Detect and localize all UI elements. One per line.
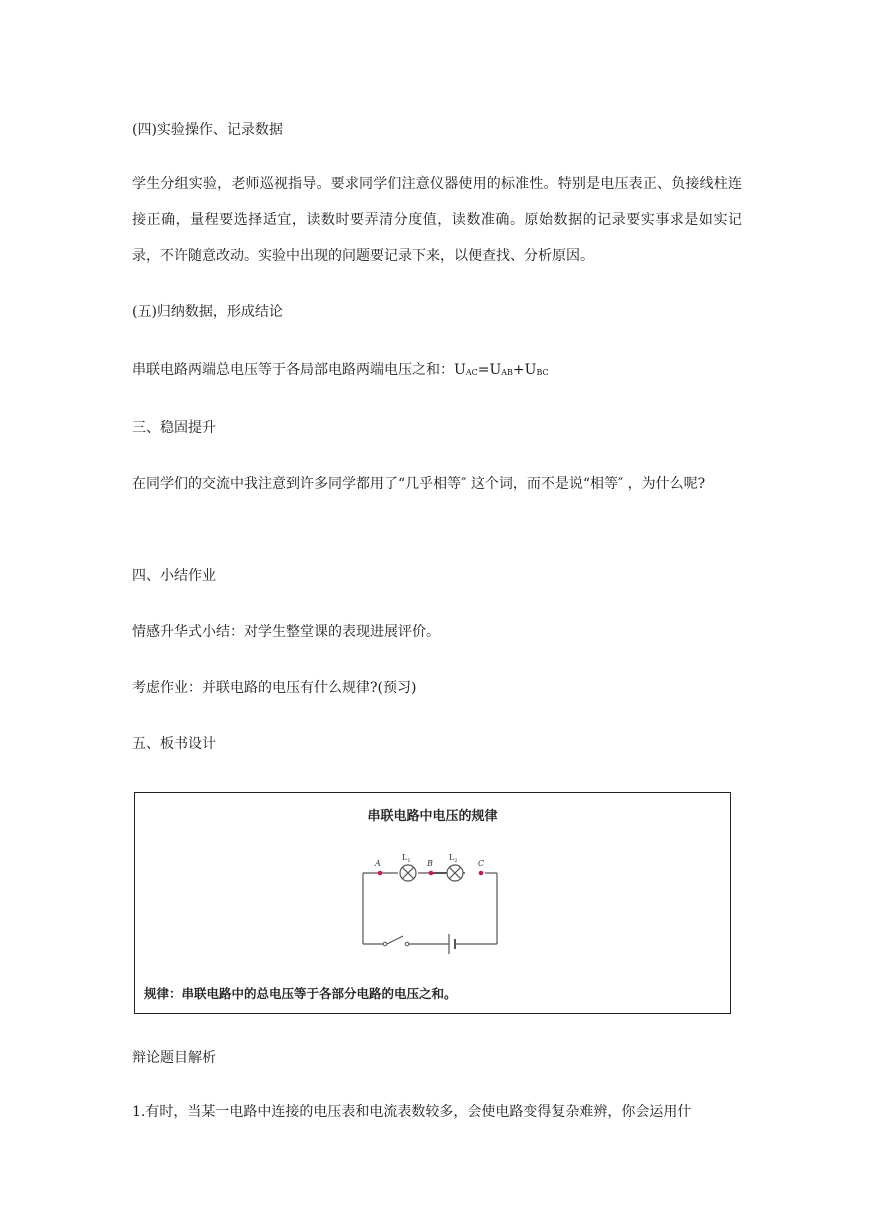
point-b	[429, 871, 434, 876]
conclusion-text: 串联电路两端总电压等于各局部电路两端电压之和：	[132, 362, 454, 378]
label-c: C	[478, 859, 485, 868]
section-heading-conclusion: (五)归纳数据，形成结论	[132, 304, 283, 320]
paragraph-conclusion	[132, 352, 742, 391]
section-heading-summary: 四、小结作业	[132, 568, 216, 584]
switch-contact-right	[405, 942, 409, 946]
label-l2: $L_2$	[449, 853, 458, 864]
paragraph-experiment: 学生分组实验，老师巡视指导。要求同学们注意仪器使用的标准性。特别是电压表正、负接线柱连接正确，量程要选择适宜，读数时要弄清分度值，读数准确。原始数据的记录要实事求是如实记录，不许随意改动。实验中出现的问题要记录下来，以便查找、分析原因。	[132, 176, 742, 264]
switch-lever	[387, 936, 403, 944]
board-design-box	[134, 792, 731, 1014]
section-heading-experiment: (四)实验操作、记录数据	[132, 122, 283, 138]
section-heading-debate: 辩论题目解析	[132, 1050, 216, 1066]
section-heading-consolidate: 三、稳固提升	[132, 420, 216, 436]
paragraph-consolidate: 在同学们的交流中我注意到许多同学都用了“几乎相等″ 这个词，而不是说“相等″ ，为什么呢?	[132, 476, 706, 492]
section-heading-board: 五、板书设计	[132, 736, 216, 752]
paragraph-homework: 考虑作业：并联电路的电压有什么规律?(预习)	[132, 680, 417, 696]
board-title: 串联电路中电压的规律	[367, 809, 498, 824]
label-l1: $L_1$	[402, 853, 411, 864]
point-a	[378, 871, 383, 876]
label-a: A	[375, 859, 381, 868]
lamp-l2-icon	[447, 865, 463, 881]
switch-contact-left	[383, 942, 387, 946]
paragraph-question-1: 1.有时，当某一电路中连接的电压表和电流表数较多，会使电路变得复杂难辨，你会运用什	[132, 1104, 692, 1120]
lamp-l1-icon	[400, 865, 416, 881]
label-b: B	[427, 859, 433, 868]
board-rule: 规律：串联电路中的总电压等于各部分电路的电压之和。	[144, 986, 457, 1001]
point-c	[479, 871, 484, 876]
paragraph-summary: 情感升华式小结：对学生整堂课的表现进展评价。	[132, 624, 440, 640]
voltage-formula: UAC=UAB+UBC	[454, 362, 549, 378]
series-circuit-diagram	[135, 793, 730, 1013]
